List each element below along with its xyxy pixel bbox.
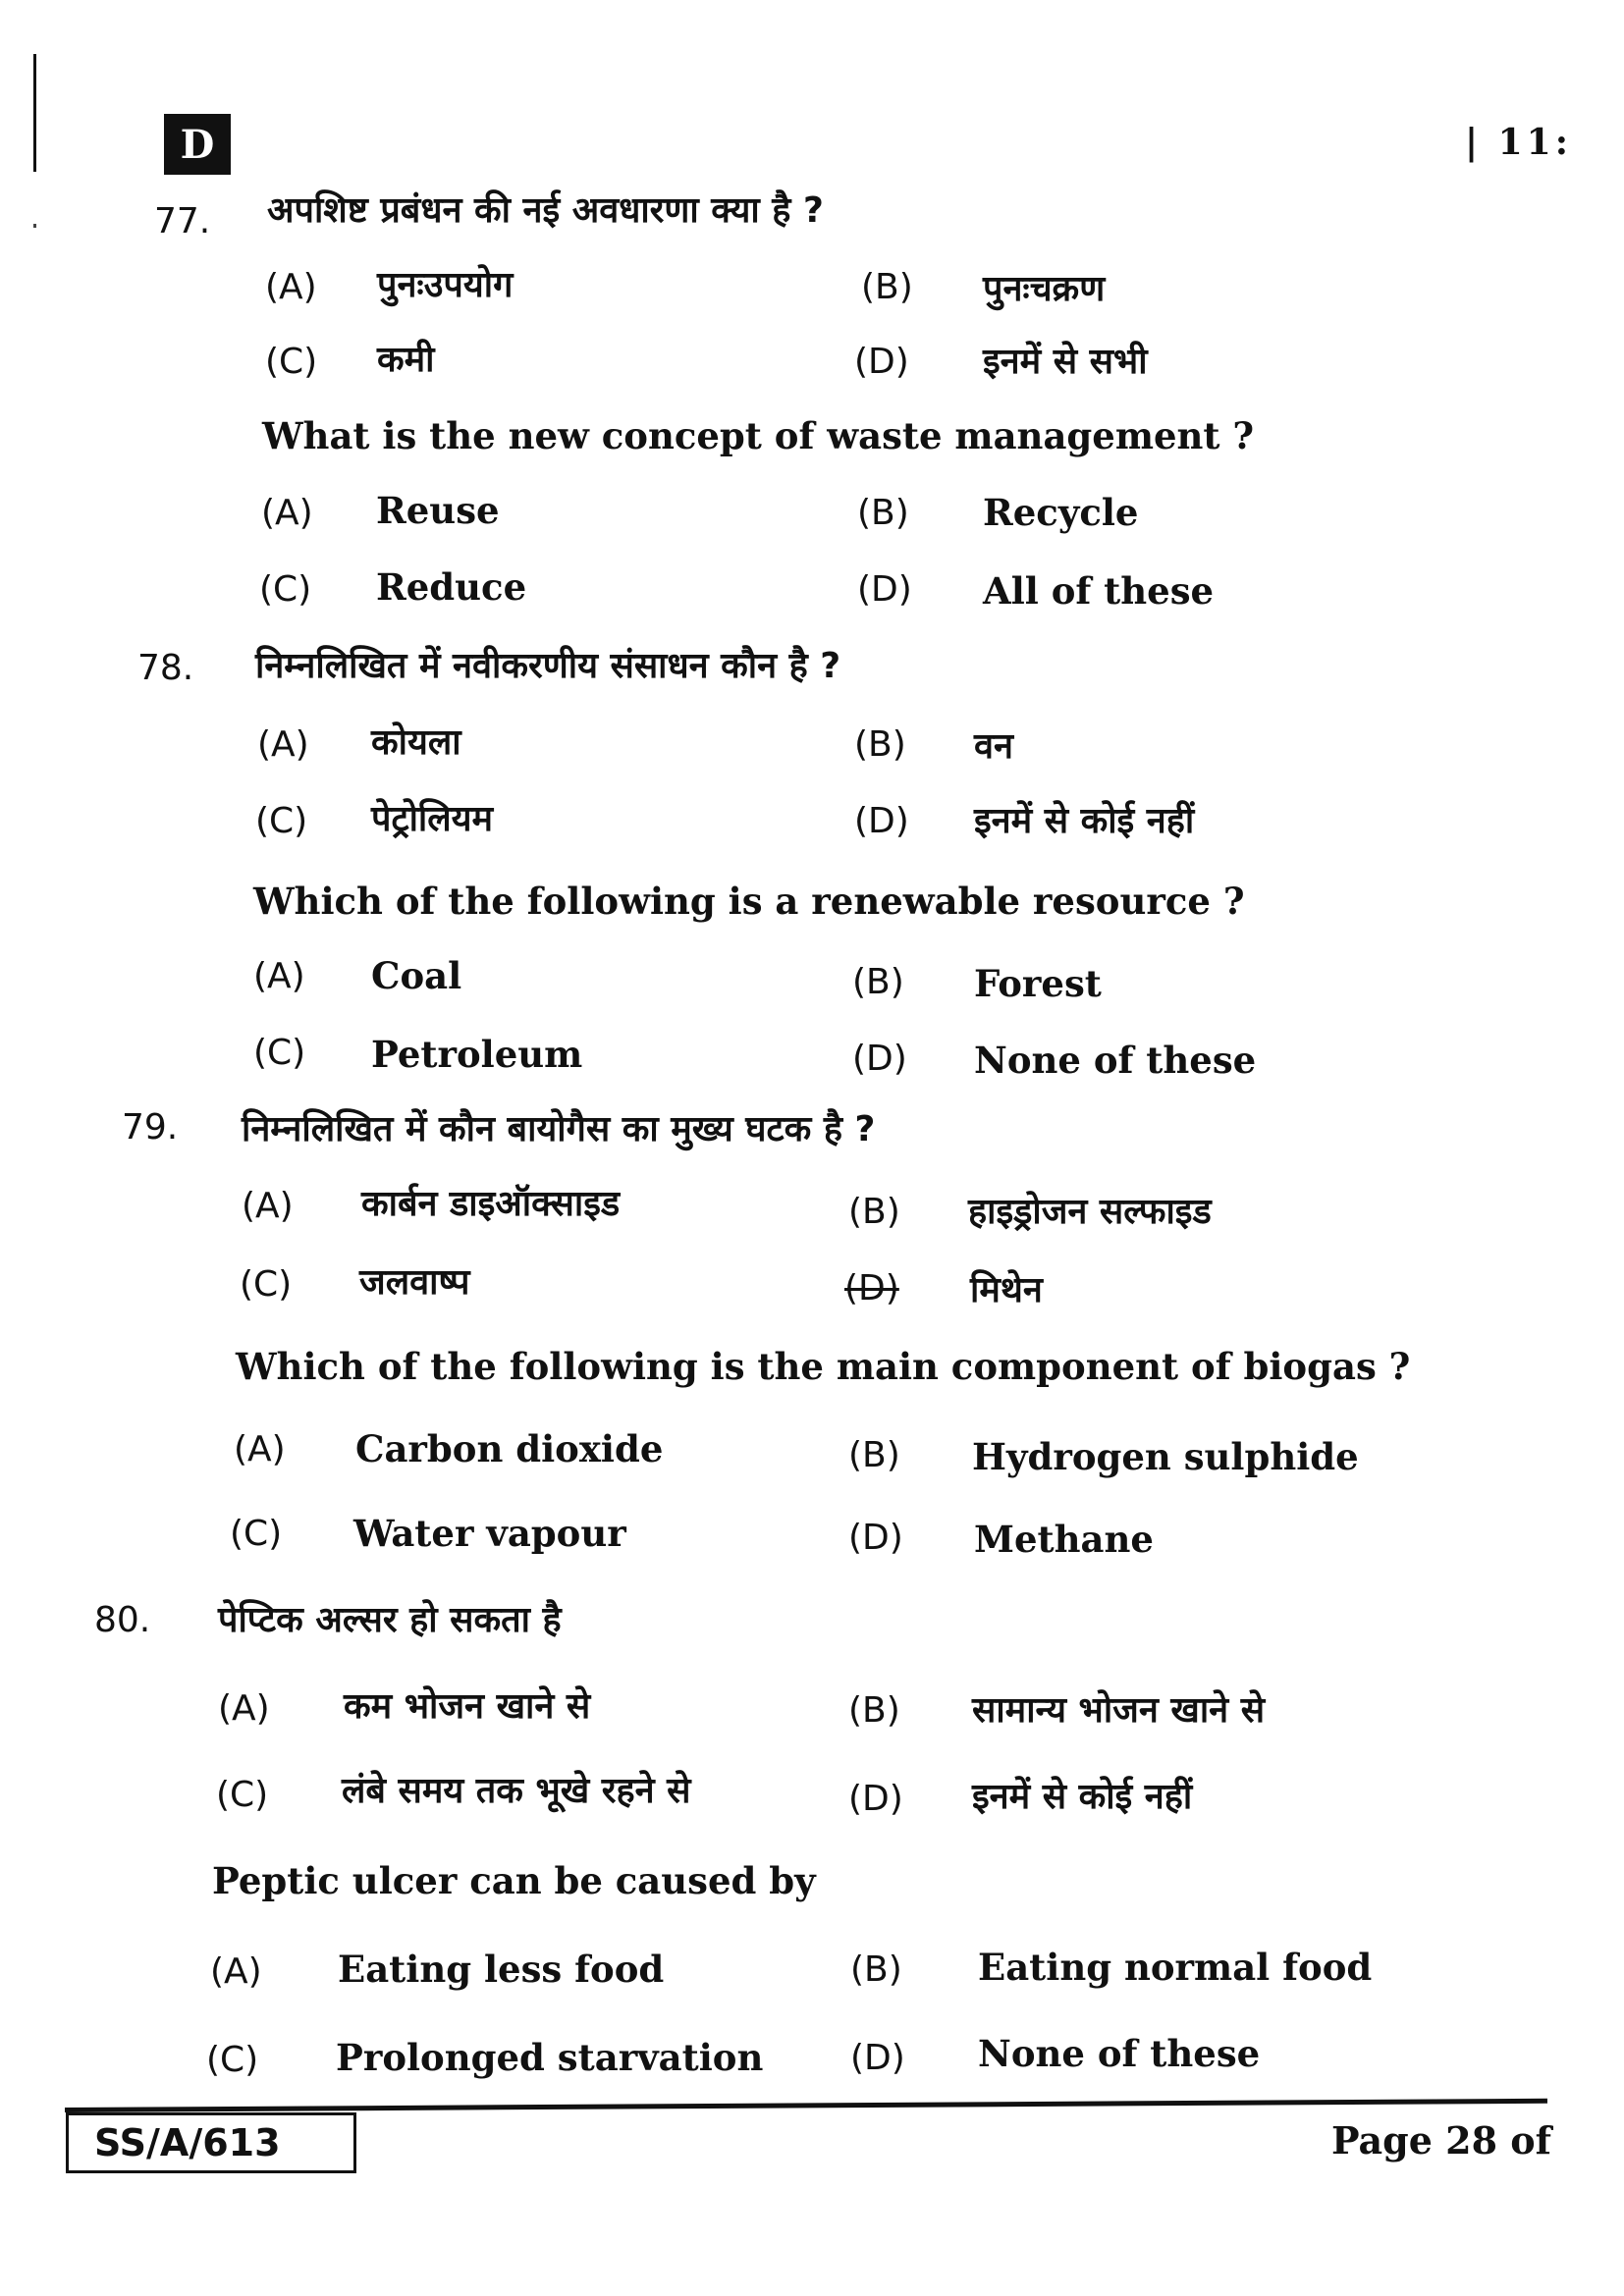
option-text: Eating normal food [978, 1946, 1373, 1989]
option-text: Reduce [376, 565, 527, 609]
option-label: (D) [844, 1268, 899, 1308]
question-text-hindi: पेप्टिक अल्सर हो सकता है [218, 1600, 562, 1640]
option-label: (B) [854, 724, 906, 765]
option-text: पेट्रोलियम [371, 799, 494, 839]
option-text: Methane [974, 1518, 1154, 1561]
option-text: वन [974, 726, 1013, 767]
option-label: (C) [206, 2040, 259, 2080]
option-text: कार्बन डाइऑक्साइड [361, 1184, 621, 1224]
option-label: (C) [253, 1033, 306, 1073]
option-text: Recycle [983, 491, 1139, 534]
option-label: (D) [850, 2038, 905, 2078]
option-text: मिथेन [970, 1270, 1043, 1310]
option-text: जलवाष्प [359, 1262, 470, 1303]
option-label: (D) [852, 1039, 907, 1079]
option-text: Forest [974, 962, 1102, 1005]
option-text: Water vapour [353, 1512, 626, 1555]
option-text: पुनःचक्रण [983, 269, 1106, 309]
option-label: (A) [210, 1951, 262, 1992]
option-text: Coal [371, 954, 462, 997]
option-label: (B) [852, 962, 904, 1002]
option-text: Carbon dioxide [355, 1427, 664, 1470]
option-text: Prolonged starvation [336, 2036, 764, 2079]
option-text: None of these [974, 1039, 1257, 1082]
option-label: (D) [848, 1518, 903, 1558]
option-label: (C) [259, 569, 312, 610]
option-text: Petroleum [371, 1033, 583, 1076]
option-text: कोयला [371, 722, 461, 763]
question-text-hindi: अपशिष्ट प्रबंधन की नई अवधारणा क्या है ? [267, 190, 824, 231]
question-text-english: Peptic ulcer can be caused by [212, 1859, 816, 1902]
question-number: 78. [137, 648, 194, 688]
option-label: (C) [265, 342, 318, 382]
option-label: (D) [857, 569, 912, 610]
option-text: None of these [978, 2032, 1261, 2075]
option-text: All of these [983, 569, 1215, 613]
option-label: (A) [234, 1429, 286, 1469]
option-text: Hydrogen sulphide [972, 1435, 1359, 1478]
option-text: इनमें से कोई नहीं [974, 801, 1195, 841]
paper-code-box: SS/A/613 [66, 2112, 356, 2173]
option-label: (C) [230, 1514, 283, 1554]
question-set-badge: D [164, 114, 231, 175]
question-text-english: Which of the following is the main component of biogas ? [236, 1345, 1411, 1388]
option-text: इनमें से सभी [983, 342, 1148, 382]
question-number: 80. [94, 1600, 151, 1640]
option-label: (B) [857, 493, 909, 533]
scan-margin-dot [33, 224, 36, 228]
option-label: (C) [240, 1264, 293, 1305]
option-text: पुनःउपयोग [377, 265, 514, 305]
option-text: लंबे समय तक भूखे रहने से [342, 1771, 691, 1811]
option-text: Eating less food [338, 1948, 665, 1991]
option-text: सामान्य भोजन खाने से [972, 1690, 1266, 1731]
option-label: (D) [854, 801, 909, 841]
question-text-english: Which of the following is a renewable resource ? [253, 880, 1245, 923]
option-text: कमी [377, 340, 435, 380]
option-text: कम भोजन खाने से [344, 1686, 591, 1727]
option-label: (D) [854, 342, 909, 382]
option-label: (B) [850, 1949, 902, 1990]
question-text-hindi: निम्नलिखित में कौन बायोगैस का मुख्य घटक है ? [242, 1109, 876, 1149]
option-label: (A) [218, 1688, 270, 1729]
question-number: 79. [122, 1107, 179, 1148]
option-label: (D) [848, 1779, 903, 1819]
question-text-english: What is the new concept of waste management ? [262, 414, 1255, 457]
footer-divider [65, 2099, 1547, 2112]
option-label: (A) [261, 493, 313, 533]
header-page-mark: | 11: [1465, 122, 1573, 163]
option-label: (A) [257, 724, 309, 765]
question-text-hindi: निम्नलिखित में नवीकरणीय संसाधन कौन है ? [255, 646, 841, 686]
question-number: 77. [154, 201, 211, 241]
option-label: (A) [265, 267, 317, 307]
scan-margin-line [33, 54, 36, 172]
option-label: (B) [861, 267, 913, 307]
option-label: (C) [255, 801, 308, 841]
page-number: Page 28 of [1331, 2118, 1551, 2163]
option-label: (B) [848, 1192, 900, 1232]
option-label: (A) [253, 956, 305, 996]
option-text: Reuse [376, 489, 500, 532]
option-label: (B) [848, 1690, 900, 1731]
option-label: (B) [848, 1435, 900, 1475]
option-label: (A) [242, 1186, 294, 1226]
option-label: (C) [216, 1775, 269, 1815]
option-text: हाइड्रोजन सल्फाइड [968, 1192, 1212, 1232]
option-text: इनमें से कोई नहीं [972, 1777, 1193, 1817]
